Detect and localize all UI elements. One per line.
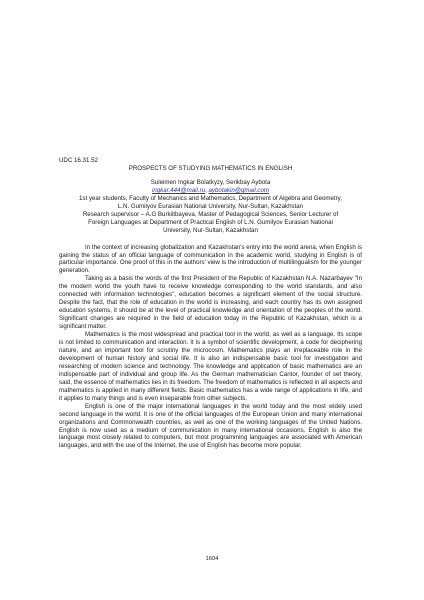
email-link-1[interactable]: ingkar.444@mail.ru: [151, 186, 206, 194]
email-separator: ,: [205, 186, 209, 194]
author-names: Suleimen Ingkar Bolatkyzy, Serikbay Aybota: [150, 178, 271, 186]
article-title: PROSPECTS OF STUDYING MATHEMATICS IN ENGLISH: [128, 164, 293, 172]
body-paragraph-1: In the context of increasing globalization and Kazakhstan's entry into the world arena, when English is gaining the status of an official language of communication in the academic world, studying in English is of particular importance. One proof of this in the authors' view is the introduction of multilingualism for the younger generation.: [59, 243, 362, 275]
page-number: 1604: [205, 556, 219, 562]
body-paragraph-3: Mathematics is the most widespread and practical tool in the world, as well as a language. Its scope is not limited to communication and interaction. It is a symbol of scientific development, a code for deciphering nature, and an important tool for scrutiny the microcosm. Mathematics plays an irreplaceable role in the development of human history and social life. It is also an indispensable basic tool for investigation and researching of modern science and technology. The knowledge and application of basic mathematics are an indispensable part of individual and group life. As the German mathematician Cantor, founder of set theory, said, the essence of mathematics lies in its freedom. The freedom of mathematics is reflected in all aspects and mathematics is applied in many different fields. Basic mathematics has a wide range of applications in life, and it applies to many things and is even inseparable from other subjects.: [59, 331, 362, 402]
article-body: [59, 157, 362, 450]
affiliation-line-3: Research supervisor – A.G Burkiitbayeva, Master of Pedagogical Sciences, Senior Lecturer of: [82, 210, 339, 218]
body-paragraph-4: English is one of the major international languages in the world today and the most widely used second language in the world. It is one of the official languages of the European Union and many international organizations and Commonwealth countries, as well as one of the working languages of the United Nations. English is now used as a medium of communication in many international occasions. English is also the language most closely related to computers, but most programming languages are associated with American languages, and with the use of the Internet, the use of English has become more popular.: [59, 402, 362, 450]
section-gap: [59, 235, 362, 244]
author-emails: [59, 187, 362, 195]
udc-code: UDC 16.31.52: [59, 157, 98, 164]
affiliation-line-5: University, Nur-Sultan, Kazakhstan: [163, 226, 258, 234]
email-link-2[interactable]: aybotakin@gmail.com: [208, 186, 270, 194]
body-paragraph-2: Taking as a basis the words of the first President of the Republic of Kazakhstan N.A. Nazarbayev "In the modern world the youth have to receive knowledge corresponding to the world standards, and also connected with information technologies", education becomes a significant element of the social structure. Despite the fact, that the role of education in the world is increasing, and each country has its own assigned education systems, it should be at the level of practical knowledge and orientation of the peoples of the world. Significant changes are required in the field of education today in the Republic of Kazakhstan, which is a significant matter.: [59, 275, 362, 331]
affiliation-line-4: Foreign Languages at Department of Practical English of L.N. Gumilyov Eurasian National: [88, 218, 333, 226]
affiliation-line-1: 1st year students, Faculty of Mechanics and Mathematics, Department of Algebra and Geometry,: [78, 194, 343, 202]
affiliation-line-2: L.N. Gumilyov Eurasian National University, Nur-Sultan, Kazakhstan: [117, 202, 304, 210]
